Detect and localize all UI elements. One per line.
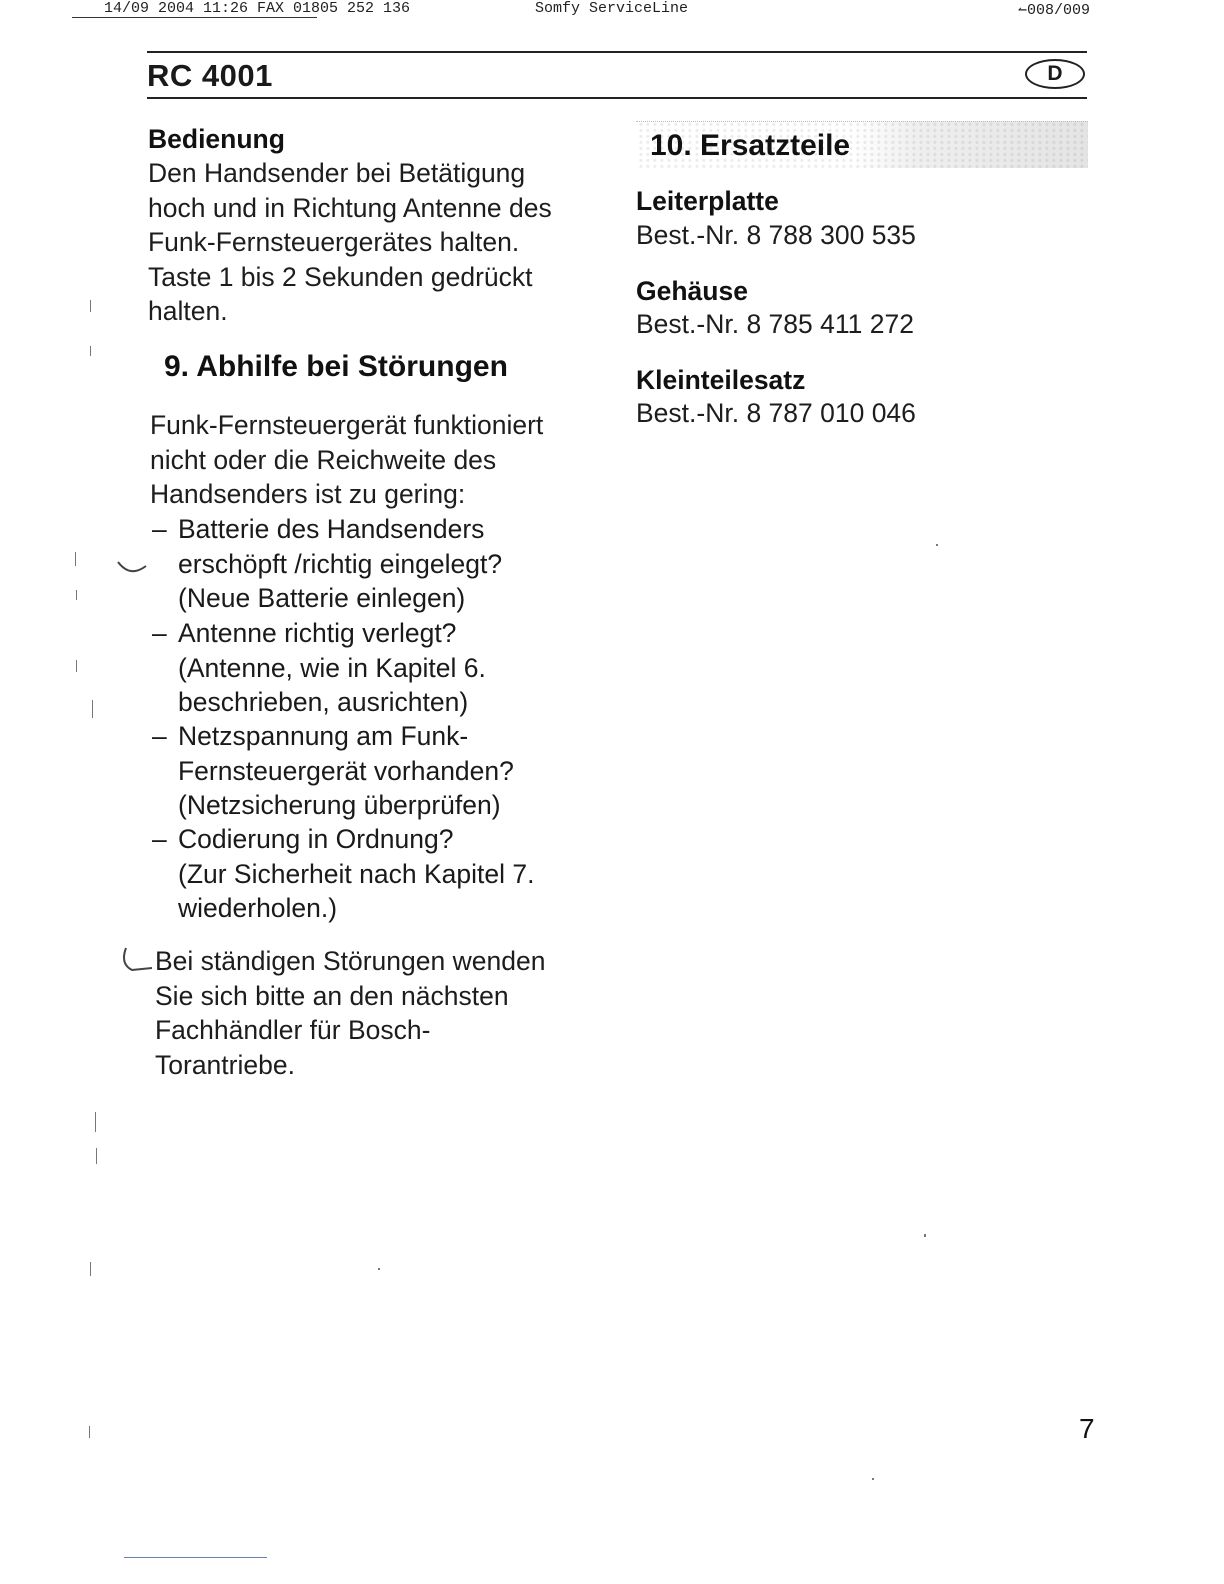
troubleshooting-item-coding — [152, 822, 535, 926]
part-number-small-parts-kit: Best.-Nr. 8 787 010 046 — [636, 398, 916, 428]
part-number-circuit-board: Best.-Nr. 8 788 300 535 — [636, 220, 916, 250]
list-item-text: Codierung in Ordnung? (Zur Sicherheit nach Kapitel 7. wiederholen.) — [178, 824, 535, 923]
bedienung-heading: Bedienung — [148, 124, 285, 154]
troubleshooting-item-battery — [152, 512, 503, 616]
scan-artifact — [95, 1112, 96, 1132]
list-dash: – — [152, 824, 167, 854]
scan-artifact — [96, 1148, 97, 1164]
title-bottom-rule — [147, 97, 1087, 99]
fax-transmission-header — [0, 0, 1224, 20]
language-badge: D — [1025, 59, 1085, 89]
list-dash: – — [152, 514, 167, 544]
part-name-housing: Gehäuse — [636, 276, 748, 306]
scan-artifact — [75, 552, 76, 566]
troubleshooting-item-antenna — [152, 616, 486, 720]
fax-header-sender: Somfy ServiceLine — [535, 0, 689, 17]
scan-artifact — [76, 590, 77, 600]
section-10-heading: 10. Ersatzteile — [650, 129, 851, 162]
section-9-heading: 9. Abhilfe bei Störungen — [164, 350, 508, 383]
scan-artifact — [872, 1478, 874, 1480]
section-9-closing-note: Bei ständigen Störungen wenden Sie sich bitte an den nächsten Fachhändler für Bosch- Torantriebe. — [155, 946, 546, 1080]
scan-artifact — [76, 660, 77, 672]
fax-header-page-count: ↼008/009 — [1017, 2, 1090, 19]
section-9-intro: Funk-Fernsteuergerät funktioniert nicht oder die Reichweite des Handsenders ist zu gering: — [150, 410, 544, 509]
pencil-bracket-mark-icon — [118, 946, 154, 976]
scan-artifact — [90, 1262, 91, 1276]
scan-artifact — [936, 544, 938, 546]
bedienung-paragraph: Den Handsender bei Betätigung hoch und in Richtung Antenne des Funk-Fernsteuergerätes halten. Taste 1 bis 2 Sekunden gedrückt halten. — [148, 158, 552, 326]
part-name-circuit-board: Leiterplatte — [636, 186, 779, 216]
list-item-text: Netzspannung am Funk- Fernsteuergerät vorhanden? (Netzsicherung überprüfen) — [178, 721, 514, 820]
list-item-text: Batterie des Handsenders erschöpft /richtig eingelegt? (Neue Batterie einlegen) — [178, 514, 503, 613]
scan-artifact — [90, 346, 91, 356]
section-10-heading-bar — [636, 121, 1088, 168]
list-item-text: Antenne richtig verlegt? (Antenne, wie in Kapitel 6. beschrieben, ausrichten) — [178, 618, 486, 717]
document-title: RC 4001 — [147, 58, 273, 93]
pencil-check-mark-icon — [116, 556, 152, 578]
scan-artifact — [92, 700, 93, 718]
fax-header-date-number: 14/09 2004 11:26 FAX 01805 252 136 — [104, 0, 411, 17]
list-dash: – — [152, 721, 167, 751]
footer-scan-line — [124, 1557, 267, 1558]
troubleshooting-item-mains-voltage — [152, 719, 514, 823]
list-dash: – — [152, 618, 167, 648]
scan-artifact — [378, 1268, 380, 1270]
scan-artifact — [89, 1426, 90, 1438]
part-number-housing: Best.-Nr. 8 785 411 272 — [636, 309, 914, 339]
page-number: 7 — [1079, 1413, 1095, 1444]
scan-artifact — [90, 300, 91, 312]
scan-artifact — [924, 1234, 926, 1237]
part-name-small-parts-kit: Kleinteilesatz — [636, 365, 806, 395]
title-top-rule — [147, 51, 1087, 53]
fax-header-underline — [72, 17, 317, 18]
